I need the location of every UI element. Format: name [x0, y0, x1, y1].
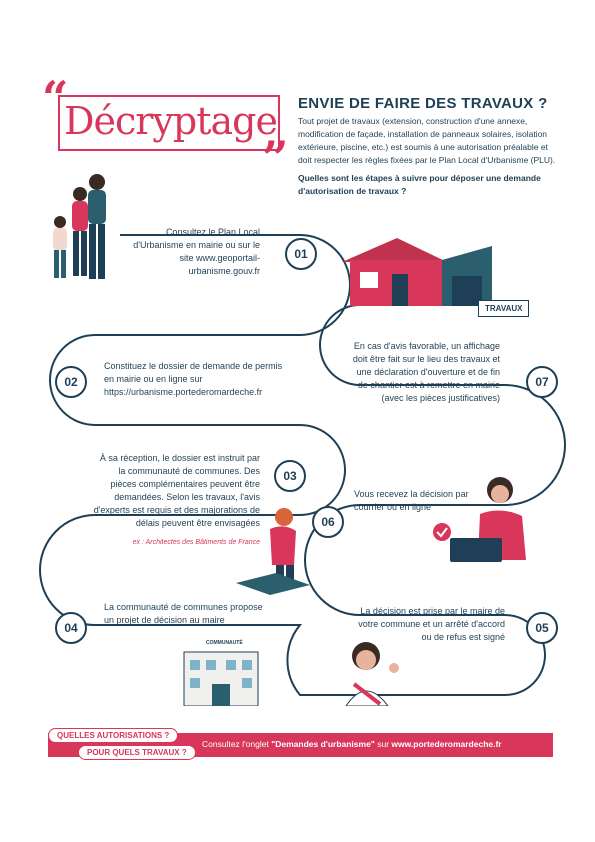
step-04-badge: 04: [55, 612, 87, 644]
footer-text: [202, 739, 502, 749]
headline: ENVIE DE FAIRE DES TRAVAUX ?: [298, 95, 548, 112]
intro-question: Quelles sont les étapes à suivre pour déposer une demande d'autorisation de travaux ?: [298, 173, 541, 196]
worker-illustration: [236, 505, 316, 595]
footer-tab-name: "Demandes d'urbanisme": [271, 739, 375, 749]
woman-laptop-illustration: [430, 470, 540, 570]
step-06-badge: 06: [312, 506, 344, 538]
family-illustration: [42, 170, 122, 290]
footer-mid: sur: [377, 739, 390, 749]
intro-text: Tout projet de travaux (extension, construction d'une annexe, modification de façade, installation de panneaux solaires, isolation extérieure, piscine, etc.) est soumis à une autorisation préalable et doit respecter les règles fixées par le Plan Local d'Urbanisme (PLU).: [298, 116, 556, 165]
travaux-sign: TRAVAUX: [478, 300, 529, 317]
step-03-text: À sa réception, le dossier est instruit par la communauté de communes. Des pièces complémentaires peuvent être demandées. Selon les travaux, l'avis d'experts est requis et des majorations de délais peuvent être envisagées: [93, 453, 260, 528]
footer-pill-travaux: POUR QUELS TRAVAUX ?: [78, 745, 196, 760]
step-05-badge: 05: [526, 612, 558, 644]
step-01-text: Consultez le Plan Local d'Urbanisme en mairie ou sur le site www.geoportail-urbanisme.gouv.fr: [133, 227, 260, 276]
step-02-badge: 02: [55, 366, 87, 398]
footer-prefix: Consultez l'onglet: [202, 739, 269, 749]
building-illustration: [176, 640, 266, 706]
page-title: Décryptage: [64, 99, 277, 143]
footer-pill-autorisations: QUELLES AUTORISATIONS ?: [48, 728, 178, 743]
step-04-text: La communauté de communes propose un projet de décision au maire: [104, 602, 263, 625]
building-label: COMMUNAUTÉ: [206, 640, 243, 646]
step-03-note: ex : Architectes des Bâtiments de France: [132, 539, 260, 546]
house-illustration: [342, 230, 522, 310]
step-06-text: Vous recevez la décision par courrier ou en ligne: [354, 489, 469, 512]
step-05-text: La décision est prise par le maire de votre commune et un arrêté d'accord ou de refus est signé: [358, 606, 505, 642]
step-03-badge: 03: [274, 460, 306, 492]
footer-url-link[interactable]: www.portederomardeche.fr: [391, 739, 502, 749]
open-quote-icon: “: [42, 71, 69, 125]
close-quote-icon: ”: [262, 131, 289, 185]
step-07-badge: 07: [526, 366, 558, 398]
step-07-text: En cas d'avis favorable, un affichage doit être fait sur le lieu des travaux et une déclaration d'ouverture et de fin de chantier est à remettre en mairie (avec les pièces justificatives): [352, 341, 500, 403]
mayor-illustration: [340, 638, 402, 706]
step-01-badge: 01: [285, 238, 317, 270]
step-02-text: Constituez le dossier de demande de permis en mairie ou en ligne sur https://urbanisme.portederomardeche.fr: [104, 361, 283, 397]
